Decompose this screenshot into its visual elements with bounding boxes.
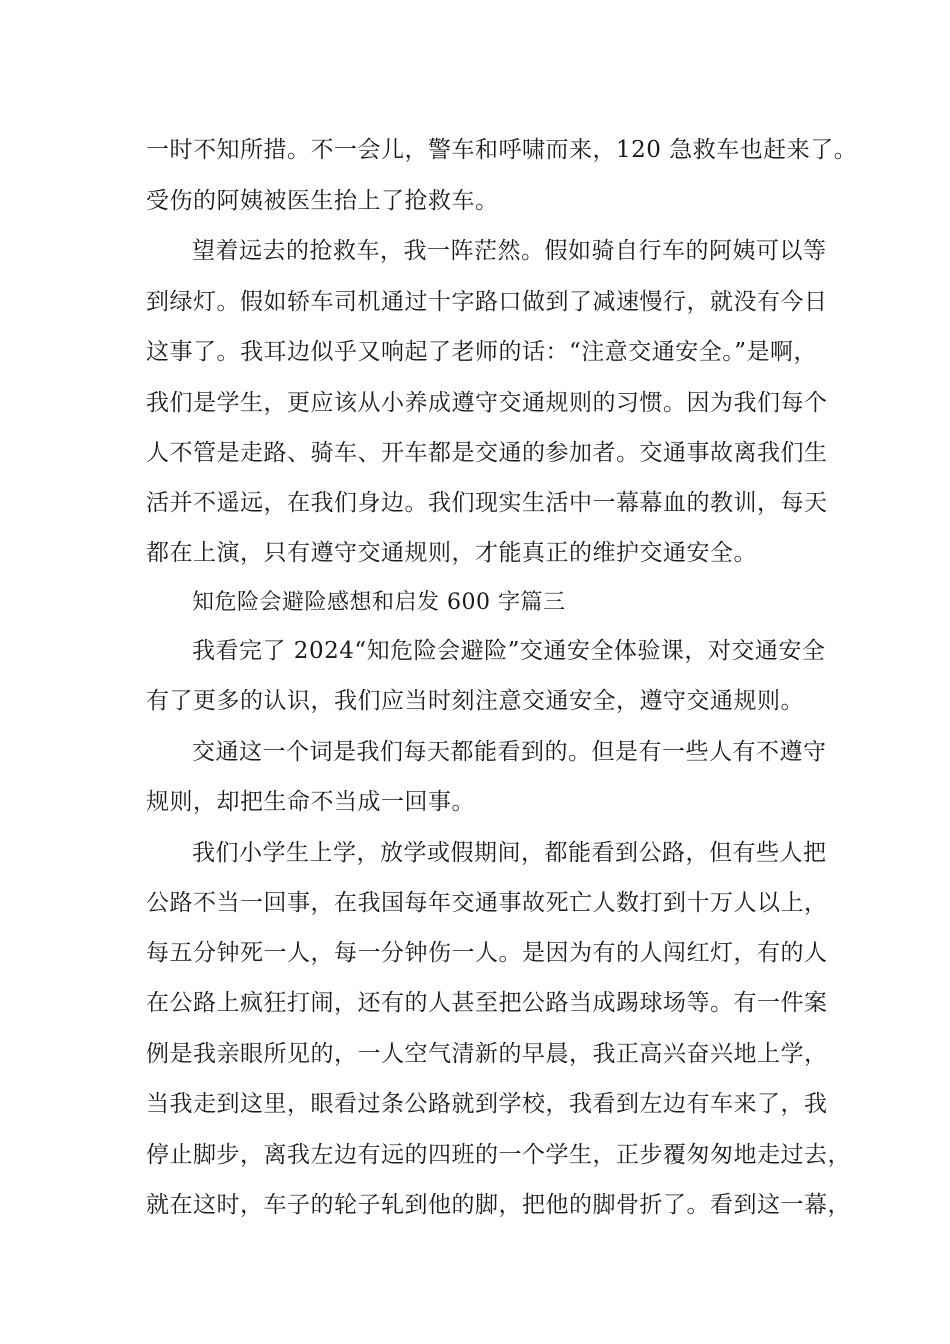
text-line: 人不管是走路、骑车、开车都是交通的参加者。交通事故离我们生 bbox=[146, 440, 828, 466]
paragraph-start-line: 我看完了 2024“知危险会避险”交通安全体验课，对交通安全 bbox=[192, 638, 826, 664]
text-line: 在公路上疯狂打闹，还有的人甚至把公路当成踢球场等。有一件案 bbox=[146, 990, 828, 1016]
text-line: 活并不遥远，在我们身边。我们现实生活中一幕幕血的教训，每天 bbox=[146, 490, 828, 516]
paragraph-start-line: 望着远去的抢救车，我一阵茫然。假如骑自行车的阿姨可以等 bbox=[192, 238, 827, 264]
text-line: 受伤的阿姨被医生抬上了抢救车。 bbox=[146, 188, 499, 214]
text-line: 都在上演，只有遵守交通规则，才能真正的维护交通安全。 bbox=[146, 540, 757, 566]
text-line: 一时不知所措。不一会儿，警车和呼啸而来，120 急救车也赶来了。 bbox=[146, 137, 858, 163]
text-line: 公路不当一回事，在我国每年交通事故死亡人数打到十万人以上， bbox=[146, 890, 828, 916]
text-line: 当我走到这里，眼看过条公路就到学校，我看到左边有车来了，我 bbox=[146, 1091, 828, 1117]
text-line: 停止脚步，离我左边有远的四班的一个学生，正步覆匆匆地走过去， bbox=[146, 1142, 851, 1168]
text-line: 我们是学生，更应该从小养成遵守交通规则的习惯。因为我们每个 bbox=[146, 390, 828, 416]
text-line: 例是我亲眼所见的，一人空气清新的早晨，我正高兴奋兴地上学， bbox=[146, 1041, 828, 1067]
section-heading: 知危险会避险感想和启发 600 字篇三 bbox=[192, 590, 566, 615]
paragraph-start-line: 交通这一个词是我们每天都能看到的。但是有一些人有不遵守 bbox=[192, 739, 827, 765]
text-line: 规则，却把生命不当成一回事。 bbox=[146, 789, 475, 815]
text-line: 这事了。我耳边似乎又响起了老师的话：“注意交通安全。”是啊， bbox=[146, 339, 818, 365]
text-line: 到绿灯。假如轿车司机通过十字路口做到了减速慢行，就没有今日 bbox=[146, 289, 828, 315]
paragraph-start-line: 我们小学生上学，放学或假期间，都能看到公路，但有些人把 bbox=[192, 840, 827, 866]
text-line: 有了更多的认识，我们应当时刻注意交通安全，遵守交通规则。 bbox=[146, 688, 804, 714]
text-line: 每五分钟死一人，每一分钟伤一人。是因为有的人闯红灯，有的人 bbox=[146, 940, 828, 966]
text-line: 就在这时，车子的轮子轧到他的脚，把他的脚骨折了。看到这一幕， bbox=[146, 1192, 851, 1218]
